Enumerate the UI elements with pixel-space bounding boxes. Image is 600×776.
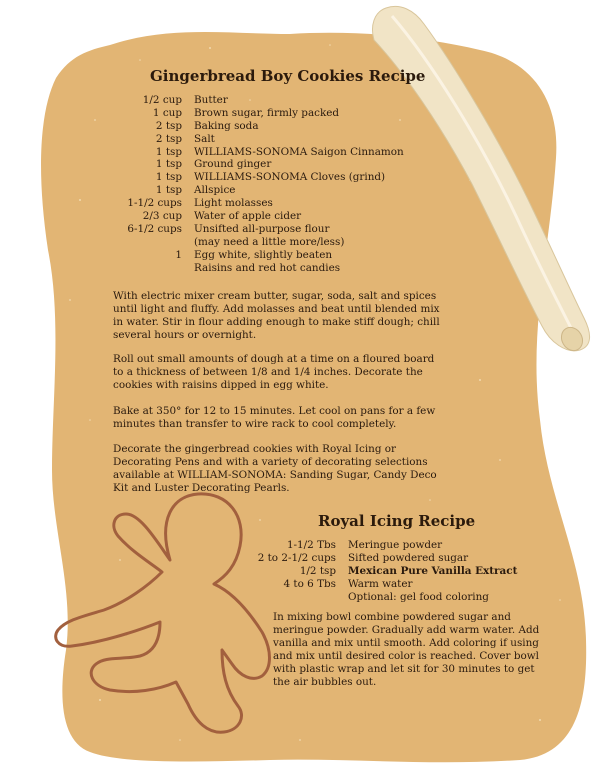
ingredient-amount: 1 tsp: [155, 171, 182, 184]
ingredient-amount: 1 tsp: [155, 145, 182, 158]
ingredient-name: Ground ginger: [194, 158, 272, 171]
ingredient-row: [104, 223, 404, 236]
ingredient-row: [104, 184, 404, 197]
icing-ingredient-list: [245, 539, 517, 603]
ingredient-amount: 1 cup: [152, 106, 182, 119]
ingredient-name: Salt: [194, 132, 215, 145]
ingredient-row: [104, 210, 404, 223]
ingredient-amount: 2 tsp: [155, 119, 182, 132]
ingredient-amount: 1 tsp: [155, 158, 182, 171]
instruction-mix: With electric mixer cream butter, sugar, soda, salt and spices until light and fluffy. Add molasses and beat until blended mix in water. Stir in flour adding enough to make stiff dough; chill several hours or overnight.: [113, 290, 440, 341]
ingredient-name: Baking soda: [194, 119, 259, 132]
ingredient-amount: 2 tsp: [155, 132, 182, 145]
ingredient-name: Optional: gel food coloring: [348, 590, 489, 603]
ingredient-amount: 2 to 2-1/2 cups: [257, 551, 336, 564]
ingredient-row: [104, 133, 404, 146]
ingredient-row: [104, 197, 404, 210]
ingredient-row: [104, 107, 404, 120]
icing-recipe-title: Royal Icing Recipe: [318, 512, 476, 530]
ingredient-amount: 1: [175, 248, 182, 261]
ingredient-amount: 1/2 cup: [142, 94, 182, 106]
ingredient-name: Unsifted all-purpose flour: [194, 222, 330, 235]
ingredient-row: [245, 565, 517, 578]
ingredient-amount: [104, 236, 194, 249]
ingredient-amount: 1-1/2 Tbs: [286, 539, 336, 551]
ingredient-amount: 1 tsp: [155, 184, 182, 197]
ingredient-name: Meringue powder: [348, 539, 443, 551]
ingredient-name: Warm water: [348, 577, 413, 590]
ingredient-name: WILLIAMS-SONOMA Saigon Cinnamon: [194, 145, 404, 158]
ingredient-name: Mexican Pure Vanilla Extract: [348, 564, 518, 577]
ingredient-amount: 6-1/2 cups: [127, 222, 182, 235]
ingredient-amount: 1/2 tsp: [299, 564, 336, 577]
instruction-roll: Roll out small amounts of dough at a time on a floured board to a thickness of between 1/8 and 1/4 inches. Decorate the cookies with raisins dipped in egg white.: [113, 353, 435, 391]
ingredient-name: Allspice: [194, 184, 236, 197]
ingredient-row: [245, 539, 517, 552]
ingredient-amount: 2/3 cup: [142, 210, 182, 223]
ingredient-name: Brown sugar, firmly packed: [194, 106, 340, 119]
ingredient-row: [104, 171, 404, 184]
ingredient-row: [104, 262, 404, 275]
ingredient-row: [104, 146, 404, 159]
ingredient-row: [245, 578, 517, 591]
recipe-title: Gingerbread Boy Cookies Recipe: [150, 67, 426, 85]
ingredient-amount: 4 to 6 Tbs: [283, 577, 336, 590]
ingredient-name: Water of apple cider: [194, 210, 302, 223]
ingredient-row: [104, 158, 404, 171]
ingredient-name: Light molasses: [194, 197, 273, 210]
ingredient-row: [104, 236, 404, 249]
ingredient-amount: [104, 262, 194, 275]
ingredient-name: Butter: [194, 94, 228, 106]
ingredient-name: (may need a little more/less): [194, 235, 345, 248]
icing-instructions: In mixing bowl combine powdered sugar and meringue powder. Gradually add warm water. Add vanilla and mix until smooth. Add coloring if using and mix until desired color is reached. Cover bowl with plastic wrap and let sit for 30 minutes to get the air bubbles out.: [273, 611, 540, 688]
ingredient-amount: [245, 591, 348, 604]
ingredient-list: [104, 94, 404, 274]
ingredient-amount: 1-1/2 cups: [127, 197, 182, 210]
ingredient-row: [104, 94, 404, 107]
ingredient-name: WILLIAMS-SONOMA Cloves (grind): [194, 171, 386, 184]
ingredient-name: Egg white, slightly beaten: [194, 248, 333, 261]
ingredient-row: [245, 591, 517, 604]
ingredient-row: [245, 552, 517, 565]
ingredient-name: Raisins and red hot candies: [194, 261, 341, 274]
ingredient-row: [104, 120, 404, 133]
ingredient-name: Sifted powdered sugar: [348, 551, 469, 564]
instruction-decorate: Decorate the gingerbread cookies with Royal Icing or Decorating Pens and with a variety of decorating selections available at WILLIAM-SONOMA: Sanding Sugar, Candy Deco Kit and Luster Decorating Pearls.: [113, 443, 437, 494]
ingredient-row: [104, 249, 404, 262]
instruction-bake: Bake at 350° for 12 to 15 minutes. Let cool on pans for a few minutes than transfer to wire rack to cool completely.: [113, 405, 436, 430]
